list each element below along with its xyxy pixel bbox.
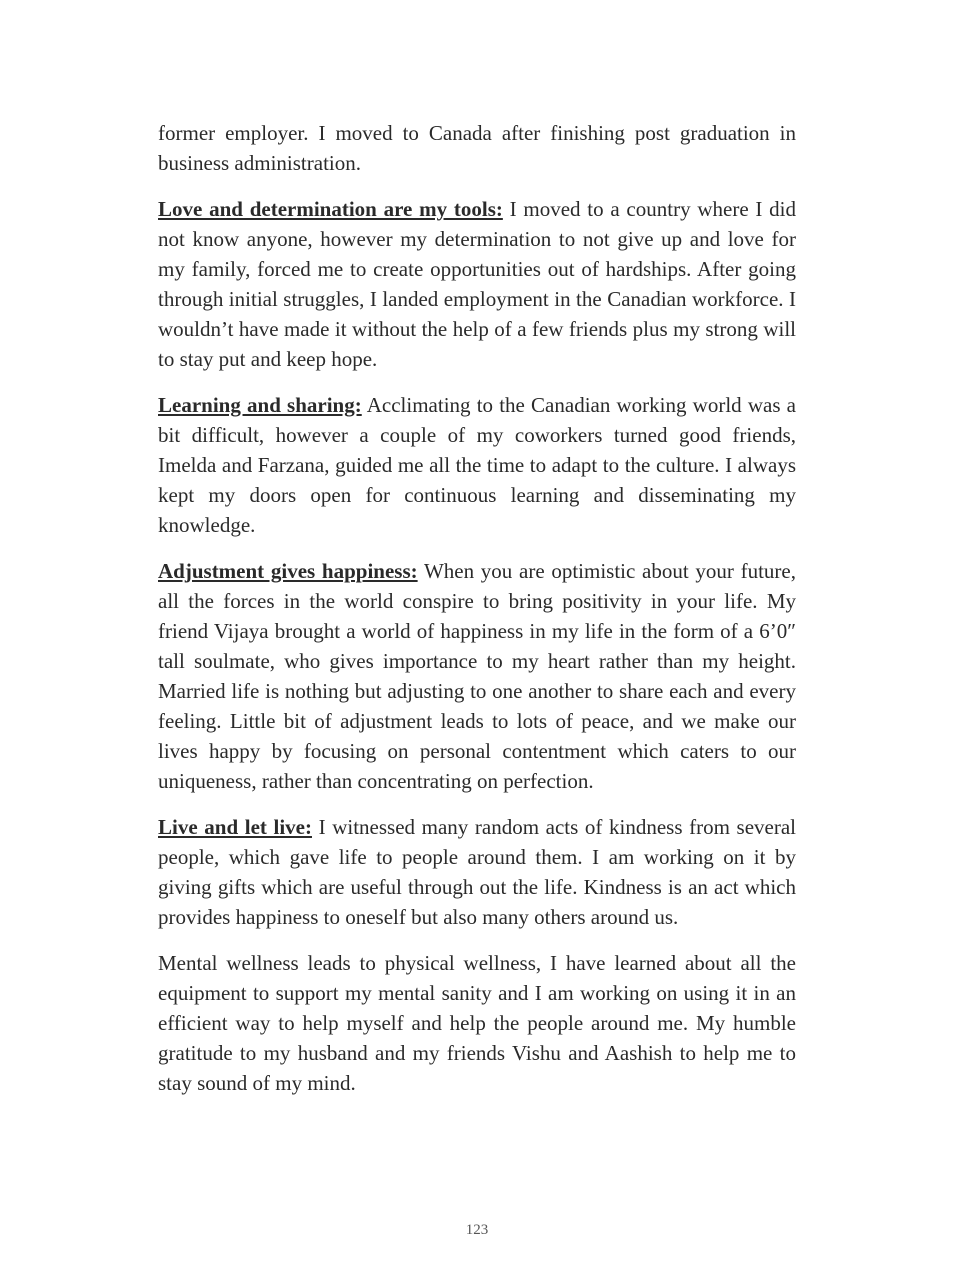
paragraph-text: Acclimating to the Canadian working world was a bit difficult, however a couple of my coworkers turned good friends, Imelda and Farzana, guided me all the time to adapt to the culture. I always kept my doors open for continuous learning and disseminating my knowledge. <box>158 393 796 537</box>
paragraph-adjustment-happiness <box>158 556 796 796</box>
section-heading: Adjustment gives happiness: <box>158 559 418 583</box>
section-heading: Love and determination are my tools: <box>158 197 503 221</box>
paragraph-learning-sharing <box>158 390 796 540</box>
paragraph-text: Mental wellness leads to physical wellness, I have learned about all the equipment to support my mental sanity and I am working on using it in an efficient way to help myself and help the people around me. My humble gratitude to my husband and my friends Vishu and Aashish to help me to stay sound of my mind. <box>158 951 796 1095</box>
paragraph-intro <box>158 118 796 178</box>
paragraph-text: I moved to a country where I did not know anyone, however my determination to not give up and love for my family, forced me to create opportunities out of hardships. After going through initial struggles, I landed employment in the Canadian workforce. I wouldn’t have made it without the help of a few friends plus my strong will to stay put and keep hope. <box>158 197 796 371</box>
paragraph-closing <box>158 948 796 1098</box>
paragraph-text: When you are optimistic about your future, all the forces in the world conspire to bring positivity in your life. My friend Vijaya brought a world of happiness in my life in the form of a 6’0″ tall soulmate, who gives importance to my heart rather than my height. Married life is nothing but adjusting to one another to share each and every feeling. Little bit of adjustment leads to lots of peace, and we make our lives happy by focusing on personal contentment which caters to our uniqueness, rather than concentrating on perfection. <box>158 559 796 793</box>
section-heading: Live and let live: <box>158 815 312 839</box>
paragraph-live-let-live <box>158 812 796 932</box>
paragraph-love-determination <box>158 194 796 374</box>
section-heading: Learning and sharing: <box>158 393 362 417</box>
page-body <box>158 118 796 1114</box>
paragraph-text: I witnessed many random acts of kindness from several people, which gave life to people around them. I am working on it by giving gifts which are useful through out the life. Kindness is an act which provides happiness to oneself but also many others around us. <box>158 815 796 929</box>
page-number: 123 <box>465 1222 489 1238</box>
paragraph-text: former employer. I moved to Canada after finishing post graduation in business administration. <box>158 121 796 175</box>
